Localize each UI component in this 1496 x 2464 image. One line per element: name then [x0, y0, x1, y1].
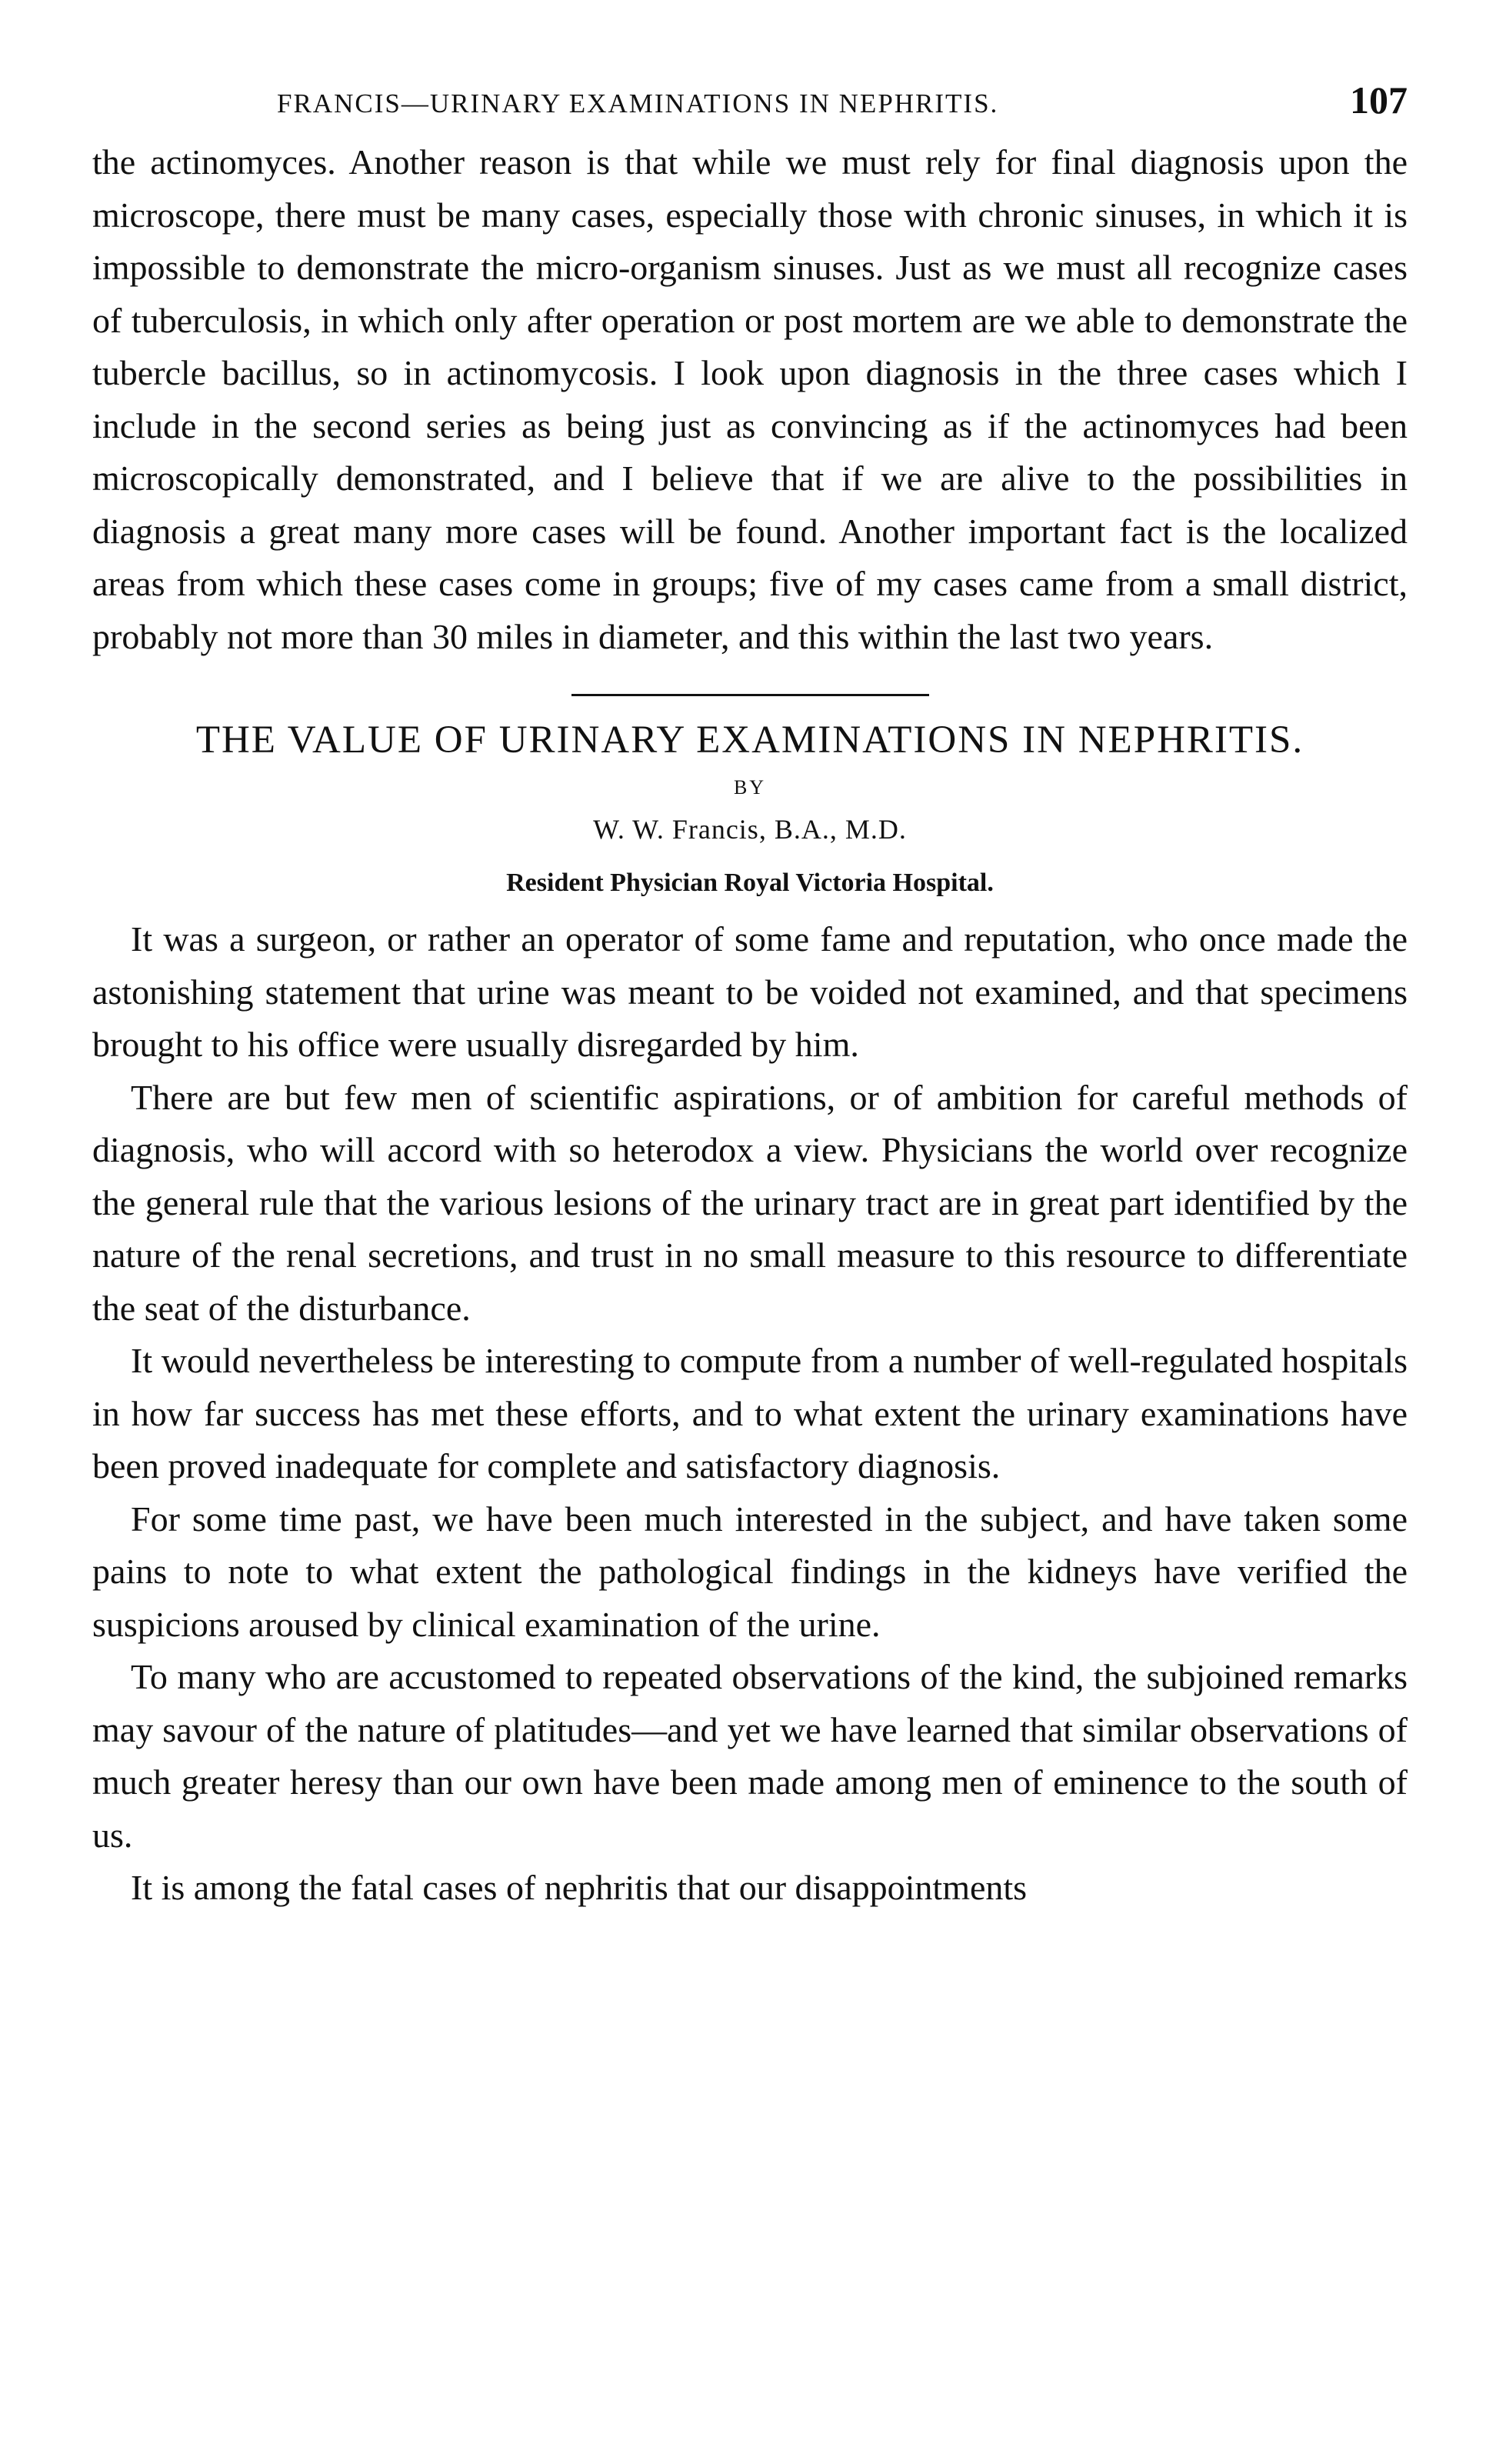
running-head: [92, 73, 1408, 122]
page: [92, 73, 1408, 1915]
running-title: FRANCIS—URINARY EXAMINATIONS IN NEPHRITIS.: [277, 88, 999, 118]
article-paragraph: To many who are accustomed to repeated observations of the kind, the subjoined remarks may savour of the nature of platitudes—and yet we have learned that similar observations of much greater heresy than our own have been made among men of eminence to the south of us.: [92, 1657, 1408, 1855]
article-paragraph: It is among the fatal cases of nephritis that our disappointments: [131, 1868, 1028, 1907]
article-heading: [92, 718, 1408, 898]
previous-article-continuation: [92, 136, 1408, 663]
article-paragraph: It would nevertheless be interesting to compute from a number of well-regulated hospitals in how far success has met these efforts, and to what extent the urinary examinations have been proved inadequate for complete and satisfactory diagnosis.: [92, 1341, 1408, 1485]
byline-by: BY: [733, 776, 767, 799]
byline-affiliation: Resident Physician Royal Victoria Hospital.: [506, 869, 994, 897]
article-paragraph: For some time past, we have been much interested in the subject, and have taken some pains to note to what extent the pathological findings in the kidneys have verified the suspicions aroused by clinical examination of the urine.: [92, 1499, 1408, 1644]
article-title: THE VALUE OF URINARY EXAMINATIONS IN NEPHRITIS.: [195, 719, 1304, 762]
byline-author: W. W. Francis, B.A., M.D.: [593, 814, 907, 845]
article-paragraph: There are but few men of scientific aspirations, or of ambition for careful methods of diagnosis, who will accord with so heterodox a view. Physicians the world over recognize the general rule that the various lesions of the urinary tract are in great part identified by the nature of the renal secretions, and trust in no small measure to this resource to differentiate the seat of the disturbance.: [92, 1077, 1408, 1328]
article-body: [92, 913, 1408, 1915]
page-number: 107: [1350, 78, 1408, 122]
section-divider: [571, 694, 929, 696]
continuation-paragraph: the actinomyces. Another reason is that while we must rely for final diagnosis upon the microscope, there must be many cases, especially those with chronic sinuses, in which it is impossible to demonstrate the micro-organism sinuses. Just as we must all recognize cases of tuberculosis, in which only after operation or post mortem are we able to demonstrate the tubercle bacillus, so in actinomycosis. I look upon diagnosis in the three cases which I include in the second series as being just as convincing as if the actinomyces had been microscopically demonstrated, and I believe that if we are alive to the possibilities in diagnosis a great many more cases will be found. Another important fact is the localized areas from which these cases come in groups; five of my cases came from a small district, probably not more than 30 miles in diameter, and this within the last two years.: [92, 142, 1408, 656]
article-paragraph: It was a surgeon, or rather an operator of some fame and reputation, who once made the astonishing statement that urine was meant to be voided not examined, and that specimens brought to his office were usually disregarded by him.: [92, 919, 1408, 1064]
